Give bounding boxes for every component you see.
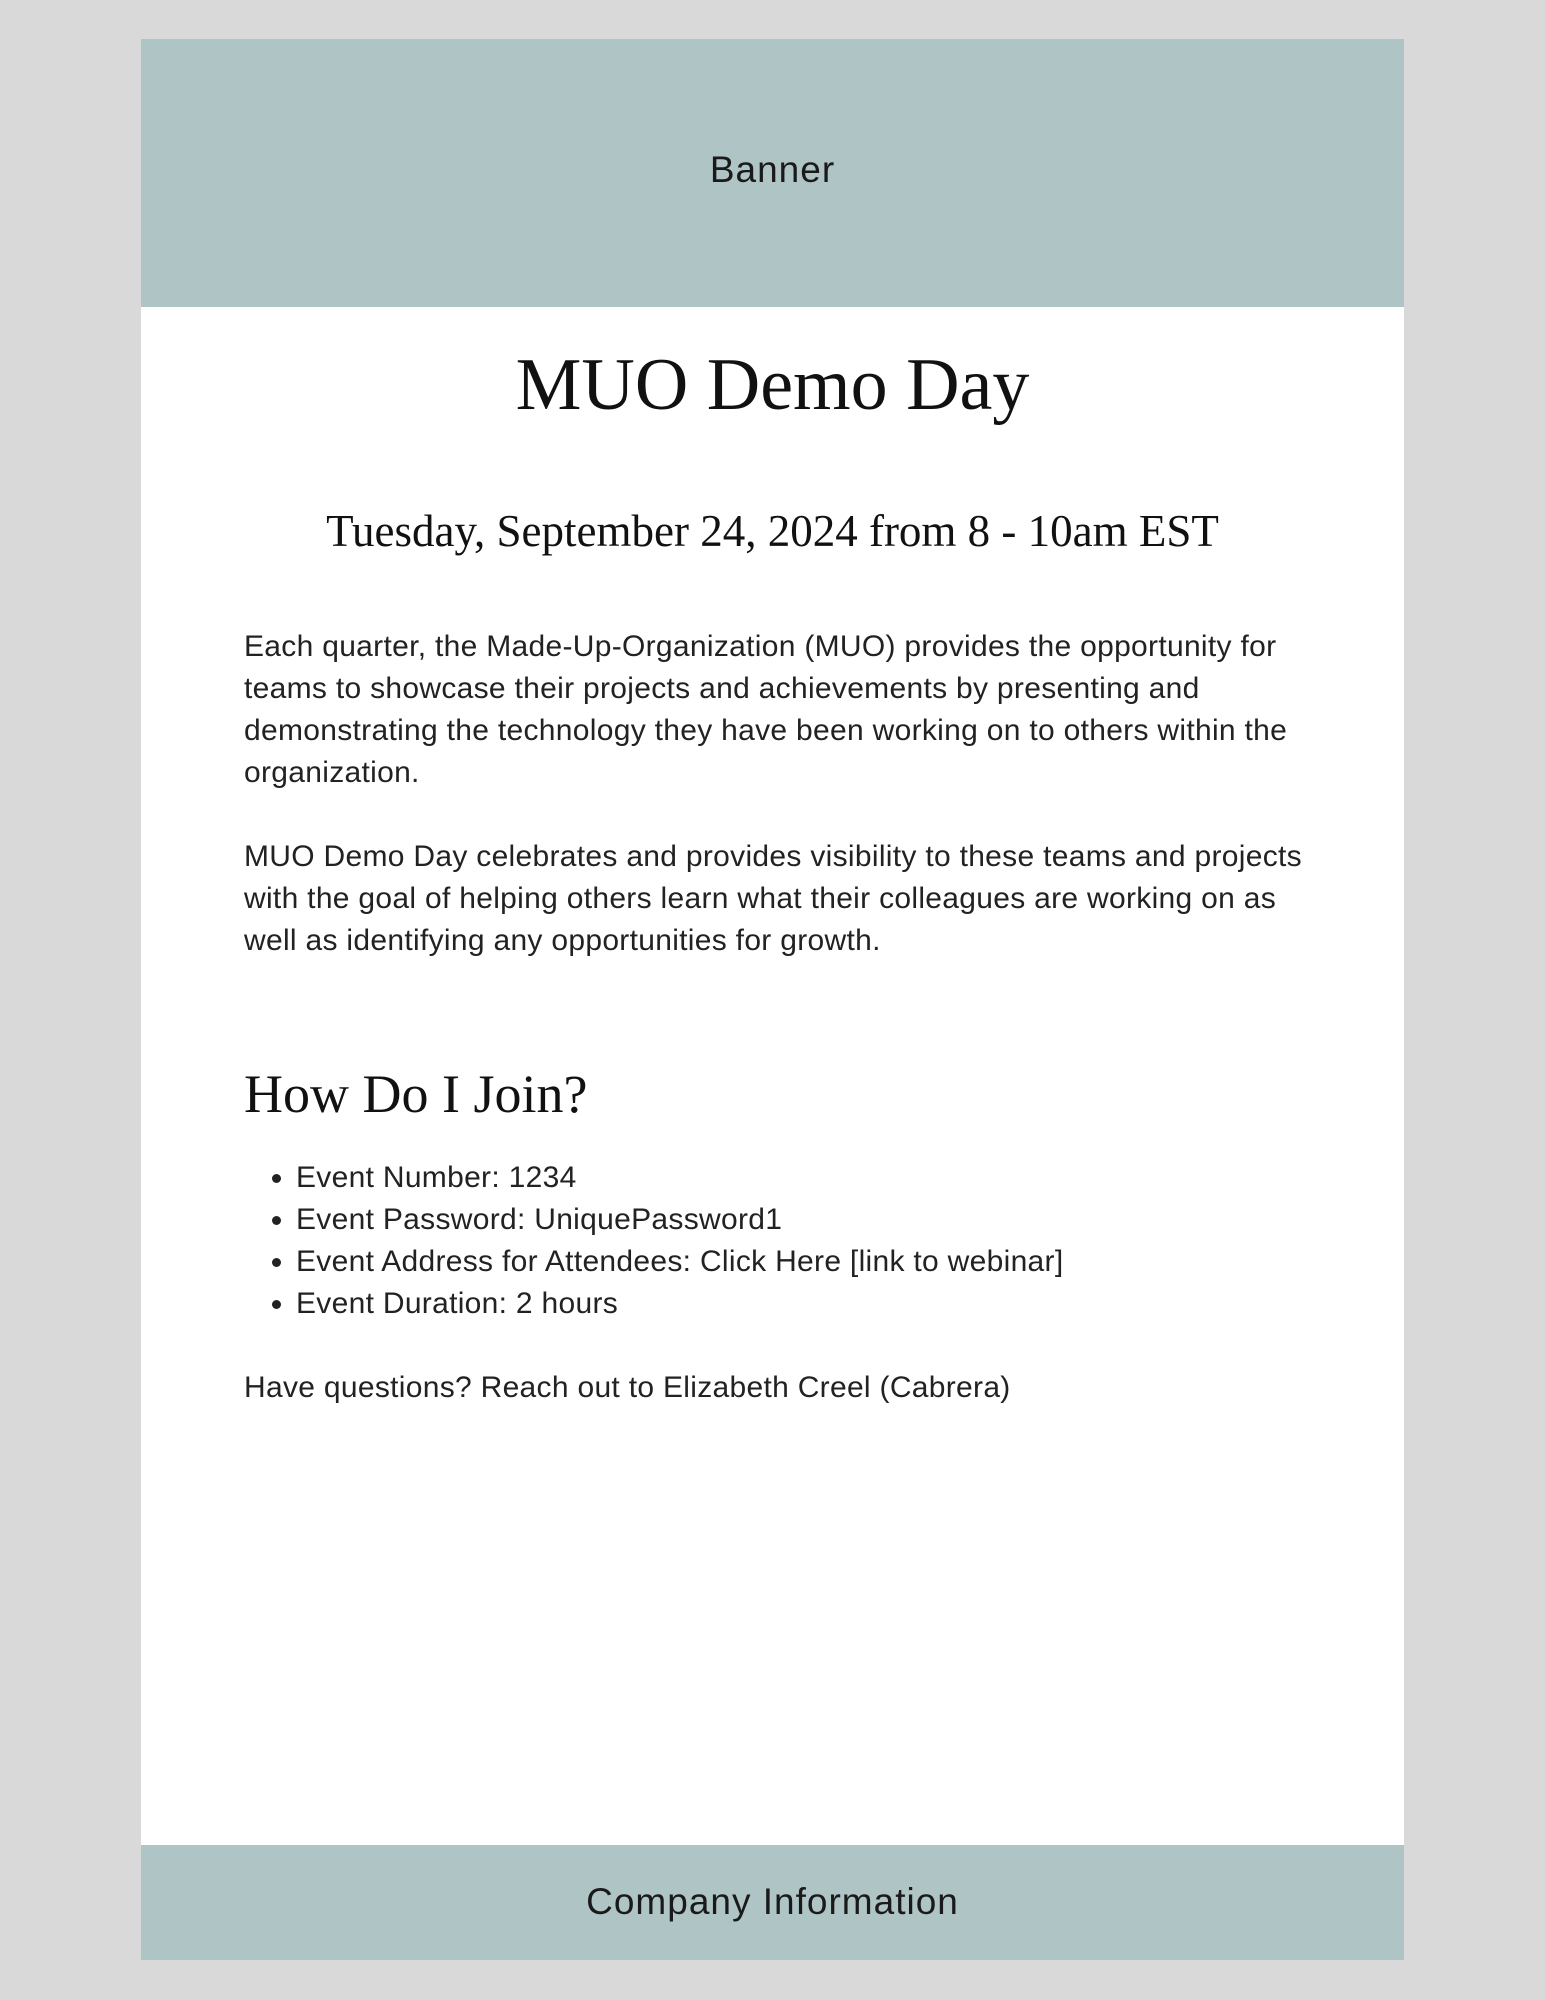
list-item-event-duration: • Event Duration: 2 hours [296, 1283, 1063, 1325]
list-item-event-number: • Event Number: 1234 [296, 1157, 1063, 1199]
description-paragraph: MUO Demo Day celebrates and provides visibility to these teams and projects with the goal of helping others learn what their colleagues are working on as well as identifying any opportunities for growth. [244, 840, 1302, 957]
banner [141, 39, 1404, 307]
intro-paragraph: Each quarter, the Made-Up-Organization (MUO) provides the opportunity for teams to showcase their projects and achievements by presenting and demonstrating the technology they have been working on to others within the organization. [244, 630, 1288, 789]
contact-line: Have questions? Reach out to Elizabeth Creel (Cabrera) [244, 1371, 1011, 1404]
footer [141, 1845, 1404, 1960]
event-date: Tuesday, September 24, 2024 from 8 - 10am EST [326, 506, 1219, 556]
document-page [141, 39, 1404, 1960]
join-heading: How Do I Join? [244, 1064, 588, 1124]
join-details-list [244, 1157, 1063, 1325]
footer-label: Company Information [586, 1881, 959, 1922]
list-item-event-address[interactable]: • Event Address for Attendees: Click Here [link to webinar] [296, 1241, 1063, 1283]
event-title: MUO Demo Day [515, 344, 1030, 426]
banner-label: Banner [709, 149, 836, 190]
list-item-event-password: • Event Password: UniquePassword1 [296, 1199, 1063, 1241]
